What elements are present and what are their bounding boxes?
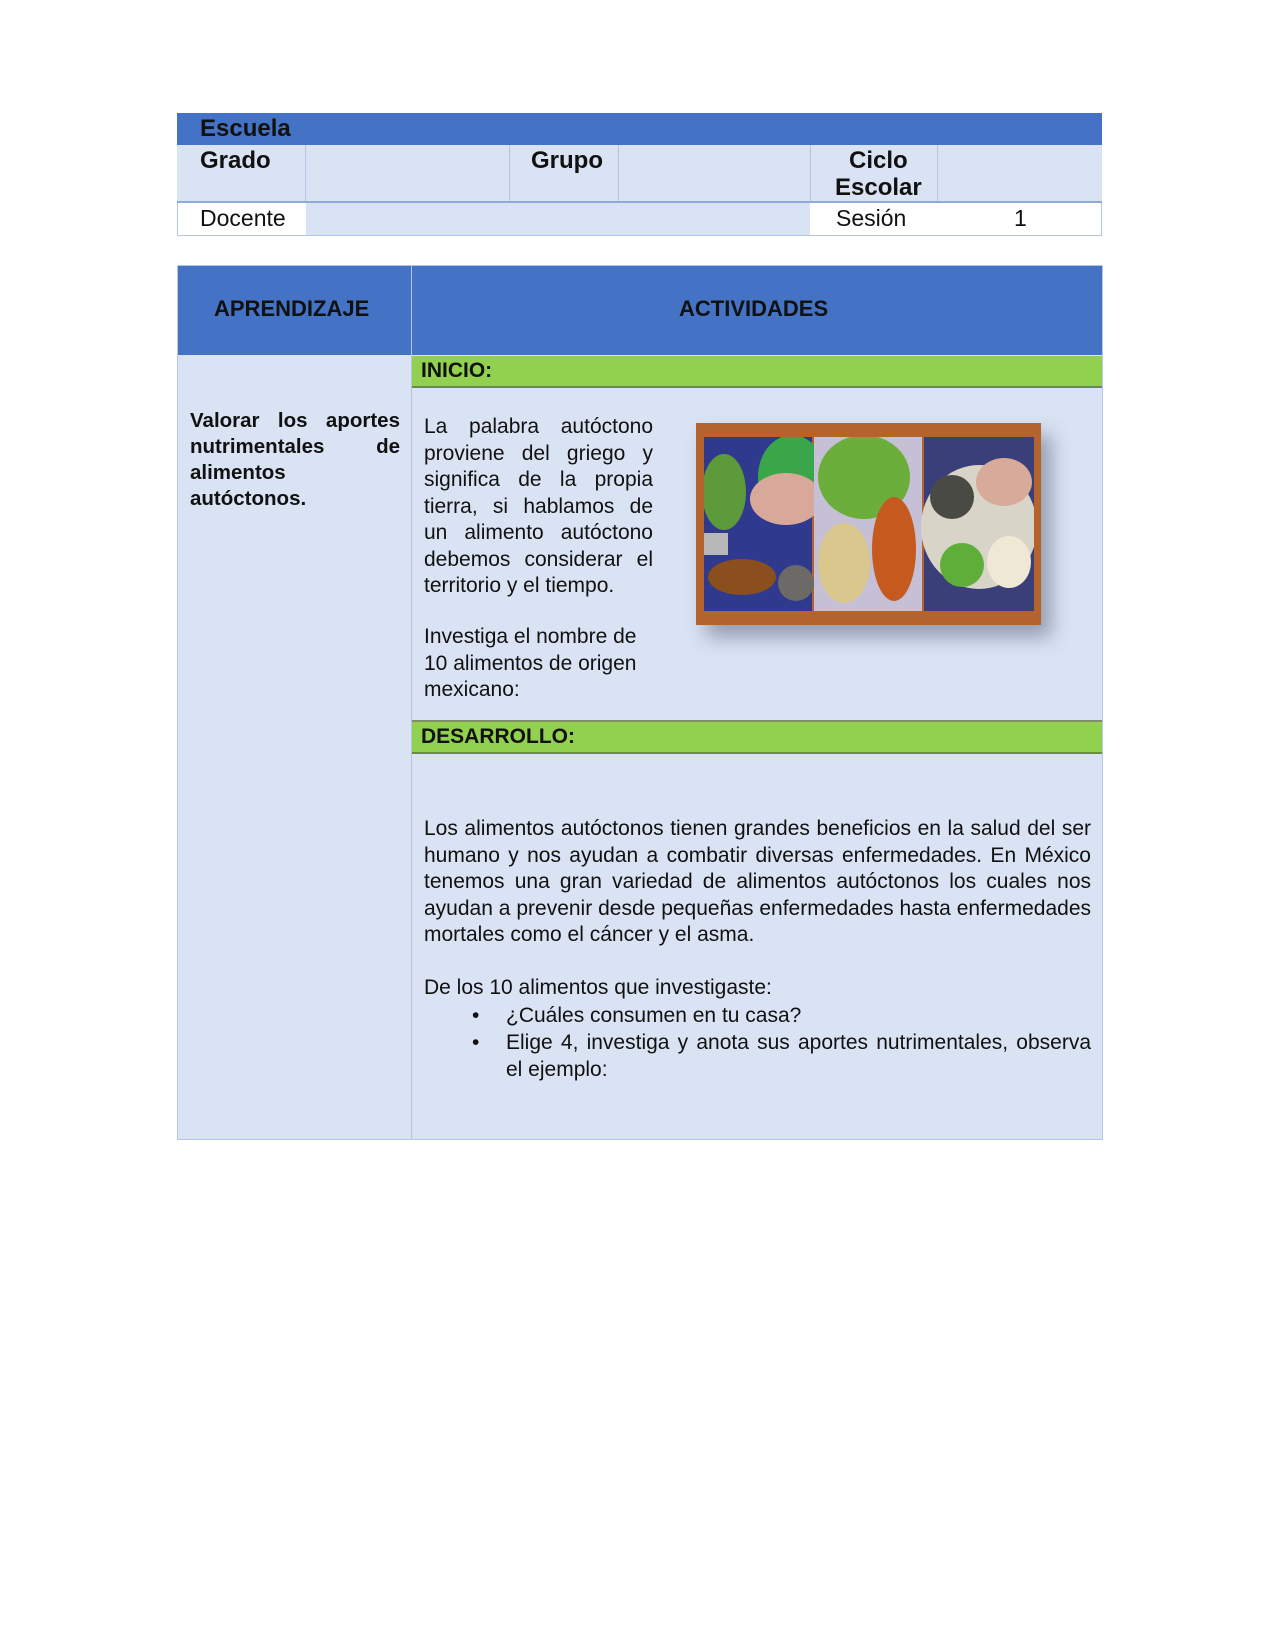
teacher-session-row [177, 203, 1102, 236]
column-divider [411, 266, 412, 1139]
aprendizaje-heading: APRENDIZAJE [214, 296, 370, 321]
bullet-text: ¿Cuáles consumen en tu casa? [506, 1004, 802, 1027]
ciclo-value-cell[interactable] [937, 145, 1102, 201]
sesion-value-cell [937, 203, 1101, 235]
sesion-label-cell [810, 203, 938, 235]
docente-label: Docente [200, 205, 286, 231]
learning-objective: Valorar los aportes nutrimentales de alimentos autóctonos. [190, 409, 400, 510]
actividades-heading: ACTIVIDADES [679, 296, 829, 321]
native-foods-photo [696, 423, 1041, 625]
desarrollo-bar [412, 722, 1102, 754]
escuela-label: Escuela [200, 115, 291, 142]
grade-group-row [177, 145, 1102, 203]
docente-label-cell [178, 203, 307, 235]
grado-label: Grado [200, 147, 271, 174]
grupo-label: Grupo [531, 147, 603, 174]
sesion-value: 1 [1014, 205, 1027, 231]
docente-value-cell[interactable] [306, 203, 811, 235]
lesson-table-header [178, 266, 1102, 355]
lesson-table [177, 265, 1103, 1140]
grupo-value-cell[interactable] [618, 145, 811, 201]
escolar-label: Escolar [835, 174, 922, 201]
desarrollo-title: DESARROLLO: [421, 725, 575, 748]
bullet-icon: • [472, 1031, 480, 1054]
bullet-text: Elige 4, investiga y anota sus aportes nutrimentales, observa el ejemplo: [506, 1031, 1091, 1081]
inicio-paragraph: La palabra autóctono proviene del griego y significa de la propia tierra, si hablamos de un alimento autóctono debemos considerar el territorio y el tiempo. [424, 415, 653, 597]
sesion-label: Sesión [836, 205, 907, 231]
bullet-icon: • [472, 1004, 480, 1027]
desarrollo-intro: De los 10 alimentos que investigaste: [424, 976, 772, 999]
grupo-label-cell [509, 145, 619, 201]
ciclo-label-cell [810, 145, 938, 201]
food-collage-image [704, 437, 1034, 611]
inicio-title: INICIO: [421, 359, 493, 382]
grado-label-cell [177, 145, 306, 201]
school-info-table [177, 113, 1102, 236]
inicio-bar [412, 356, 1102, 388]
grado-value-cell[interactable] [305, 145, 510, 201]
school-row [177, 113, 1102, 145]
ciclo-label: Ciclo [849, 147, 908, 174]
desarrollo-paragraph: Los alimentos autóctonos tienen grandes beneficios en la salud del ser humano y nos ayudan a combatir diversas enfermedades. En México tenemos una gran variedad de alimentos autóctonos los cuales nos ayudan a prevenir desde pequeñas enfermedades hasta enfermedades mortales como el cáncer y el asma. [424, 817, 1091, 946]
inicio-instruction: Investiga el nombre de 10 alimentos de origen mexicano: [424, 625, 637, 701]
